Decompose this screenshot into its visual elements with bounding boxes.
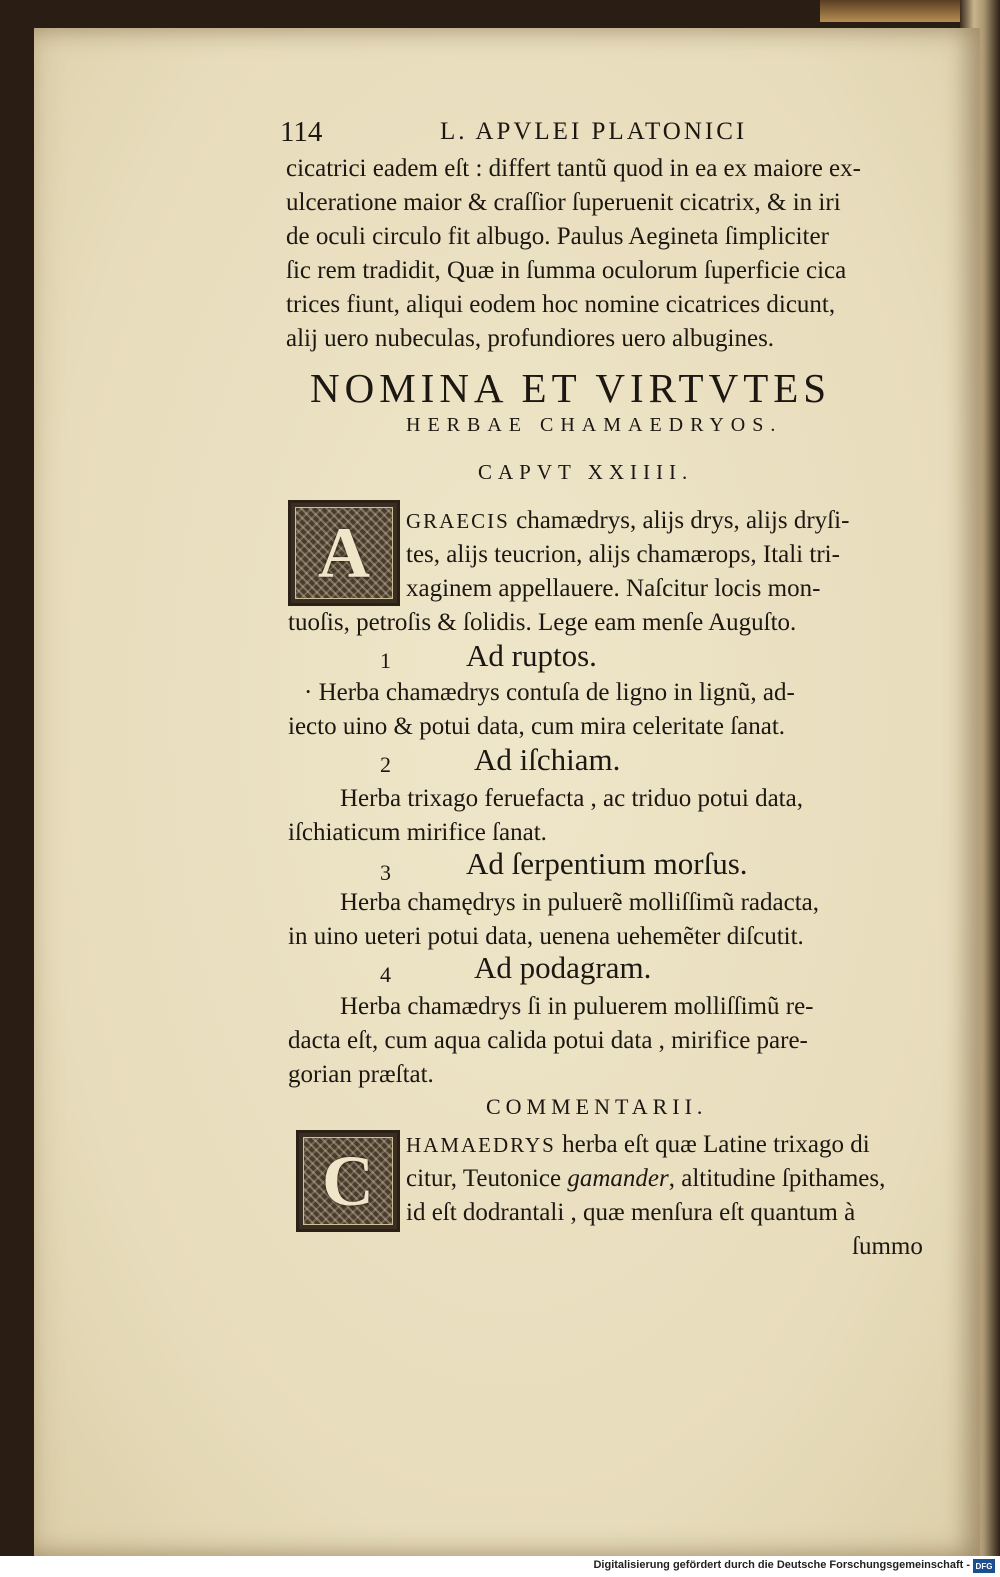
book-page — [34, 28, 980, 1556]
text-line: id eſt dodrantali , quæ menſura eſt quantum à — [406, 1199, 856, 1226]
remedy-number: 3 — [380, 860, 391, 885]
text-line — [406, 506, 849, 536]
text-line: trices fiunt, aliqui eodem hoc nomine cicatrices dicunt, — [286, 291, 836, 318]
text-line — [406, 1130, 870, 1160]
line-text: chamædrys, alijs drys, alijs dryſi- — [509, 507, 850, 534]
chapter-number: CAPVT XXIIII. — [478, 460, 694, 484]
chapter-subheading: HERBAE CHAMAEDRYOS. — [406, 414, 783, 436]
italic-term: gamander — [567, 1165, 669, 1192]
remedy-title: Ad ruptos. — [466, 638, 597, 673]
text-line: alij uero nubeculas, profundiores uero albugines. — [286, 325, 775, 352]
text-line: iecto uino & potui data, cum mira celeritate ſanat. — [288, 713, 786, 740]
remedy-title: Ad podagram. — [474, 950, 652, 985]
text-line: ſic rem tradidit, Quæ in ſumma oculorum ſuperficie cica — [286, 257, 847, 284]
chapter-heading: NOMINA ET VIRTVTES — [310, 365, 832, 411]
remedy-number: 4 — [380, 962, 391, 987]
lead-word: HAMAEDRYS — [406, 1133, 556, 1157]
funding-credit: Digitalisierung gefördert durch die Deutsche Forschungsgemeinschaft - — [593, 1559, 970, 1571]
text-line: cicatrici eadem eſt : differt tantũ quod in ea ex maiore ex- — [286, 155, 861, 182]
catchword: ſummo — [852, 1233, 923, 1260]
initial-letter: C — [322, 1140, 374, 1221]
dfg-logo-icon: DFG — [973, 1559, 995, 1573]
text-line: dacta eſt, cum aqua calida potui data , mirifice pare- — [288, 1027, 808, 1054]
remedy-title: Ad iſchiam. — [474, 742, 621, 777]
line-text: herba eſt quæ Latine trixago di — [555, 1131, 870, 1158]
text-line: xaginem appellauere. Naſcitur locis mon- — [406, 575, 821, 602]
text-line — [406, 1164, 885, 1194]
text-line: tes, alijs teucrion, alijs chamærops, Itali tri- — [406, 541, 840, 568]
line-text: , altitudine ſpithames, — [668, 1165, 886, 1192]
text-line: Herba chamędrys in puluerẽ molliſſimũ radacta, — [340, 889, 819, 916]
text-line: gorian præſtat. — [288, 1061, 434, 1088]
initial-letter: A — [318, 512, 370, 593]
remedy-number: 2 — [380, 752, 391, 777]
text-line: tuoſis, petroſis & ſolidis. Lege eam menſe Auguſto. — [288, 609, 797, 636]
text-line: · Herba chamædrys contuſa de ligno in lignũ, ad- — [304, 679, 795, 706]
text-line: Herba trixago feruefacta , ac triduo potui data, — [340, 785, 803, 812]
remedy-number: 1 — [380, 648, 391, 673]
commentary-title: COMMENTARII. — [486, 1094, 708, 1119]
lead-word: GRAECIS — [406, 509, 510, 533]
decorated-initial-c — [296, 1130, 400, 1232]
running-title: L. APVLEI PLATONICI — [440, 118, 748, 145]
page-number: 114 — [280, 116, 323, 148]
line-text: citur, Teutonice — [406, 1165, 568, 1192]
text-line: in uino ueteri potui data, uenena uehemẽter diſcutit. — [288, 923, 804, 950]
text-line: iſchiaticum mirifice ſanat. — [288, 819, 547, 846]
remedy-title: Ad ſerpentium morſus. — [466, 846, 748, 881]
running-head — [280, 116, 890, 150]
text-line: de oculi circulo fit albugo. Paulus Aegineta ſimpliciter — [286, 223, 829, 250]
decorated-initial-a — [288, 500, 400, 606]
text-line: Herba chamædrys ſi in puluerem molliſſimũ re- — [340, 993, 814, 1020]
text-line: ulceratione maior & craſſior ſuperuenit cicatrix, & in iri — [286, 189, 841, 216]
